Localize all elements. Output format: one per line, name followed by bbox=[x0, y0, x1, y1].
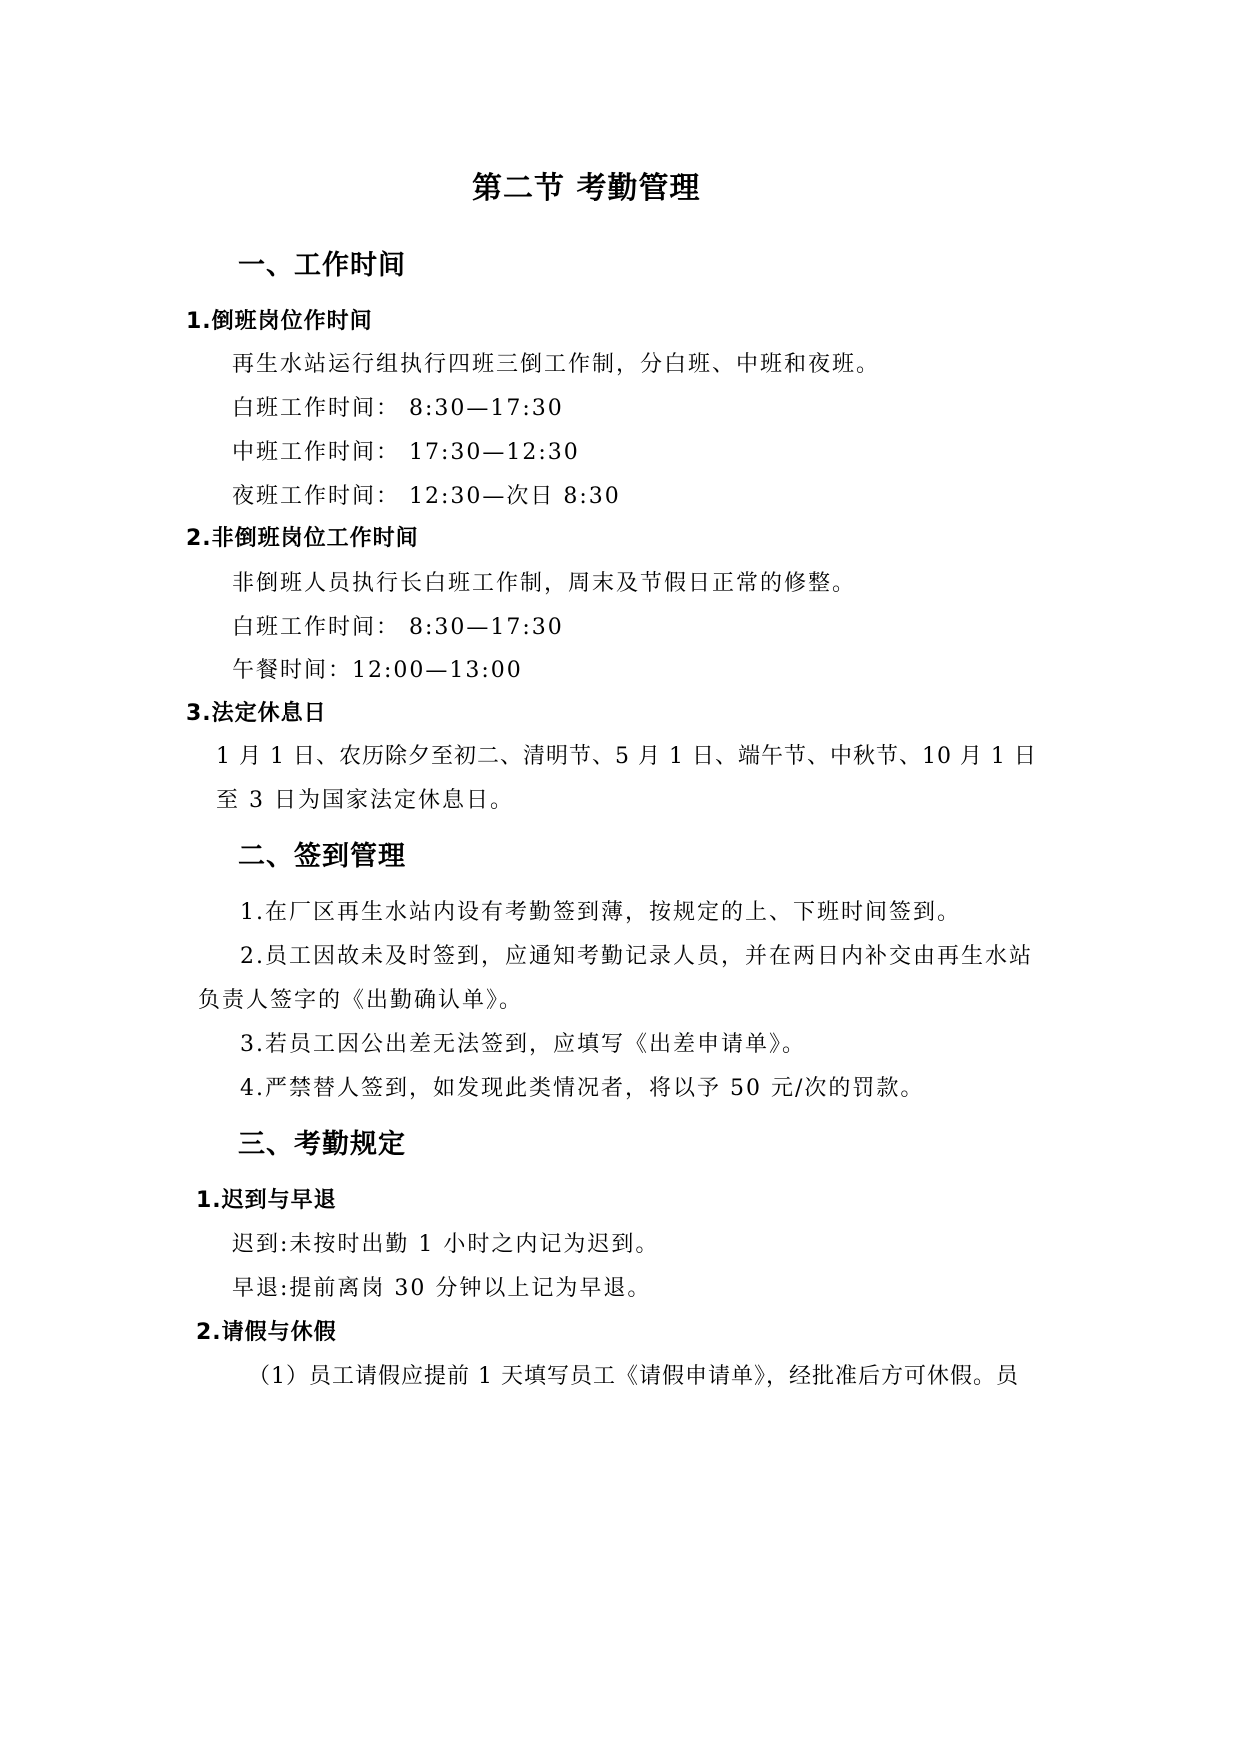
section-heading-attendance-rules: 三、考勤规定 bbox=[238, 1129, 406, 1160]
subsection-heading-leave: 2.请假与休假 bbox=[196, 1320, 337, 1345]
paragraph-line: 至 3 日为国家法定休息日。 bbox=[216, 788, 514, 813]
paragraph-line: （1）员工请假应提前 1 天填写员工《请假申请单》，经批准后方可休假。员 bbox=[248, 1364, 1019, 1389]
page-title: 第二节 考勤管理 bbox=[472, 171, 701, 206]
paragraph-line: 早退:提前离岗 30 分钟以上记为早退。 bbox=[232, 1276, 652, 1301]
subsection-heading-holidays: 3.法定休息日 bbox=[186, 701, 327, 726]
paragraph-line: 再生水站运行组执行四班三倒工作制，分白班、中班和夜班。 bbox=[232, 352, 881, 377]
paragraph-line: 迟到:未按时出勤 1 小时之内记为迟到。 bbox=[232, 1232, 660, 1257]
paragraph-line: 1 月 1 日、农历除夕至初二、清明节、5 月 1 日、端午节、中秋节、10 月 1 日 bbox=[216, 744, 1037, 769]
subsection-heading-late-early: 1.迟到与早退 bbox=[196, 1188, 337, 1213]
paragraph-line: 白班工作时间： 8:30—17:30 bbox=[232, 396, 564, 421]
paragraph-line: 白班工作时间： 8:30—17:30 bbox=[232, 615, 564, 640]
paragraph-line: 午餐时间：12:00—13:00 bbox=[232, 658, 523, 683]
paragraph-line: 非倒班人员执行长白班工作制，周末及节假日正常的修整。 bbox=[232, 571, 857, 596]
paragraph-line: 2.员工因故未及时签到，应通知考勤记录人员，并在两日内补交由再生水站 bbox=[240, 944, 1033, 969]
paragraph-line: 夜班工作时间： 12:30—次日 8:30 bbox=[232, 484, 621, 509]
paragraph-line: 4.严禁替人签到，如发现此类情况者，将以予 50 元/次的罚款。 bbox=[240, 1076, 925, 1101]
subsection-heading-shift-hours: 1.倒班岗位作时间 bbox=[186, 309, 373, 334]
paragraph-line: 中班工作时间： 17:30—12:30 bbox=[232, 440, 580, 465]
paragraph-line: 3.若员工因公出差无法签到，应填写《出差申请单》。 bbox=[240, 1032, 806, 1057]
paragraph-line: 负责人签字的《出勤确认单》。 bbox=[198, 988, 524, 1013]
section-heading-sign-in: 二、签到管理 bbox=[238, 841, 406, 872]
subsection-heading-non-shift-hours: 2.非倒班岗位工作时间 bbox=[186, 526, 419, 551]
section-heading-work-time: 一、工作时间 bbox=[238, 250, 406, 281]
paragraph-line: 1.在厂区再生水站内设有考勤签到薄，按规定的上、下班时间签到。 bbox=[240, 900, 961, 925]
